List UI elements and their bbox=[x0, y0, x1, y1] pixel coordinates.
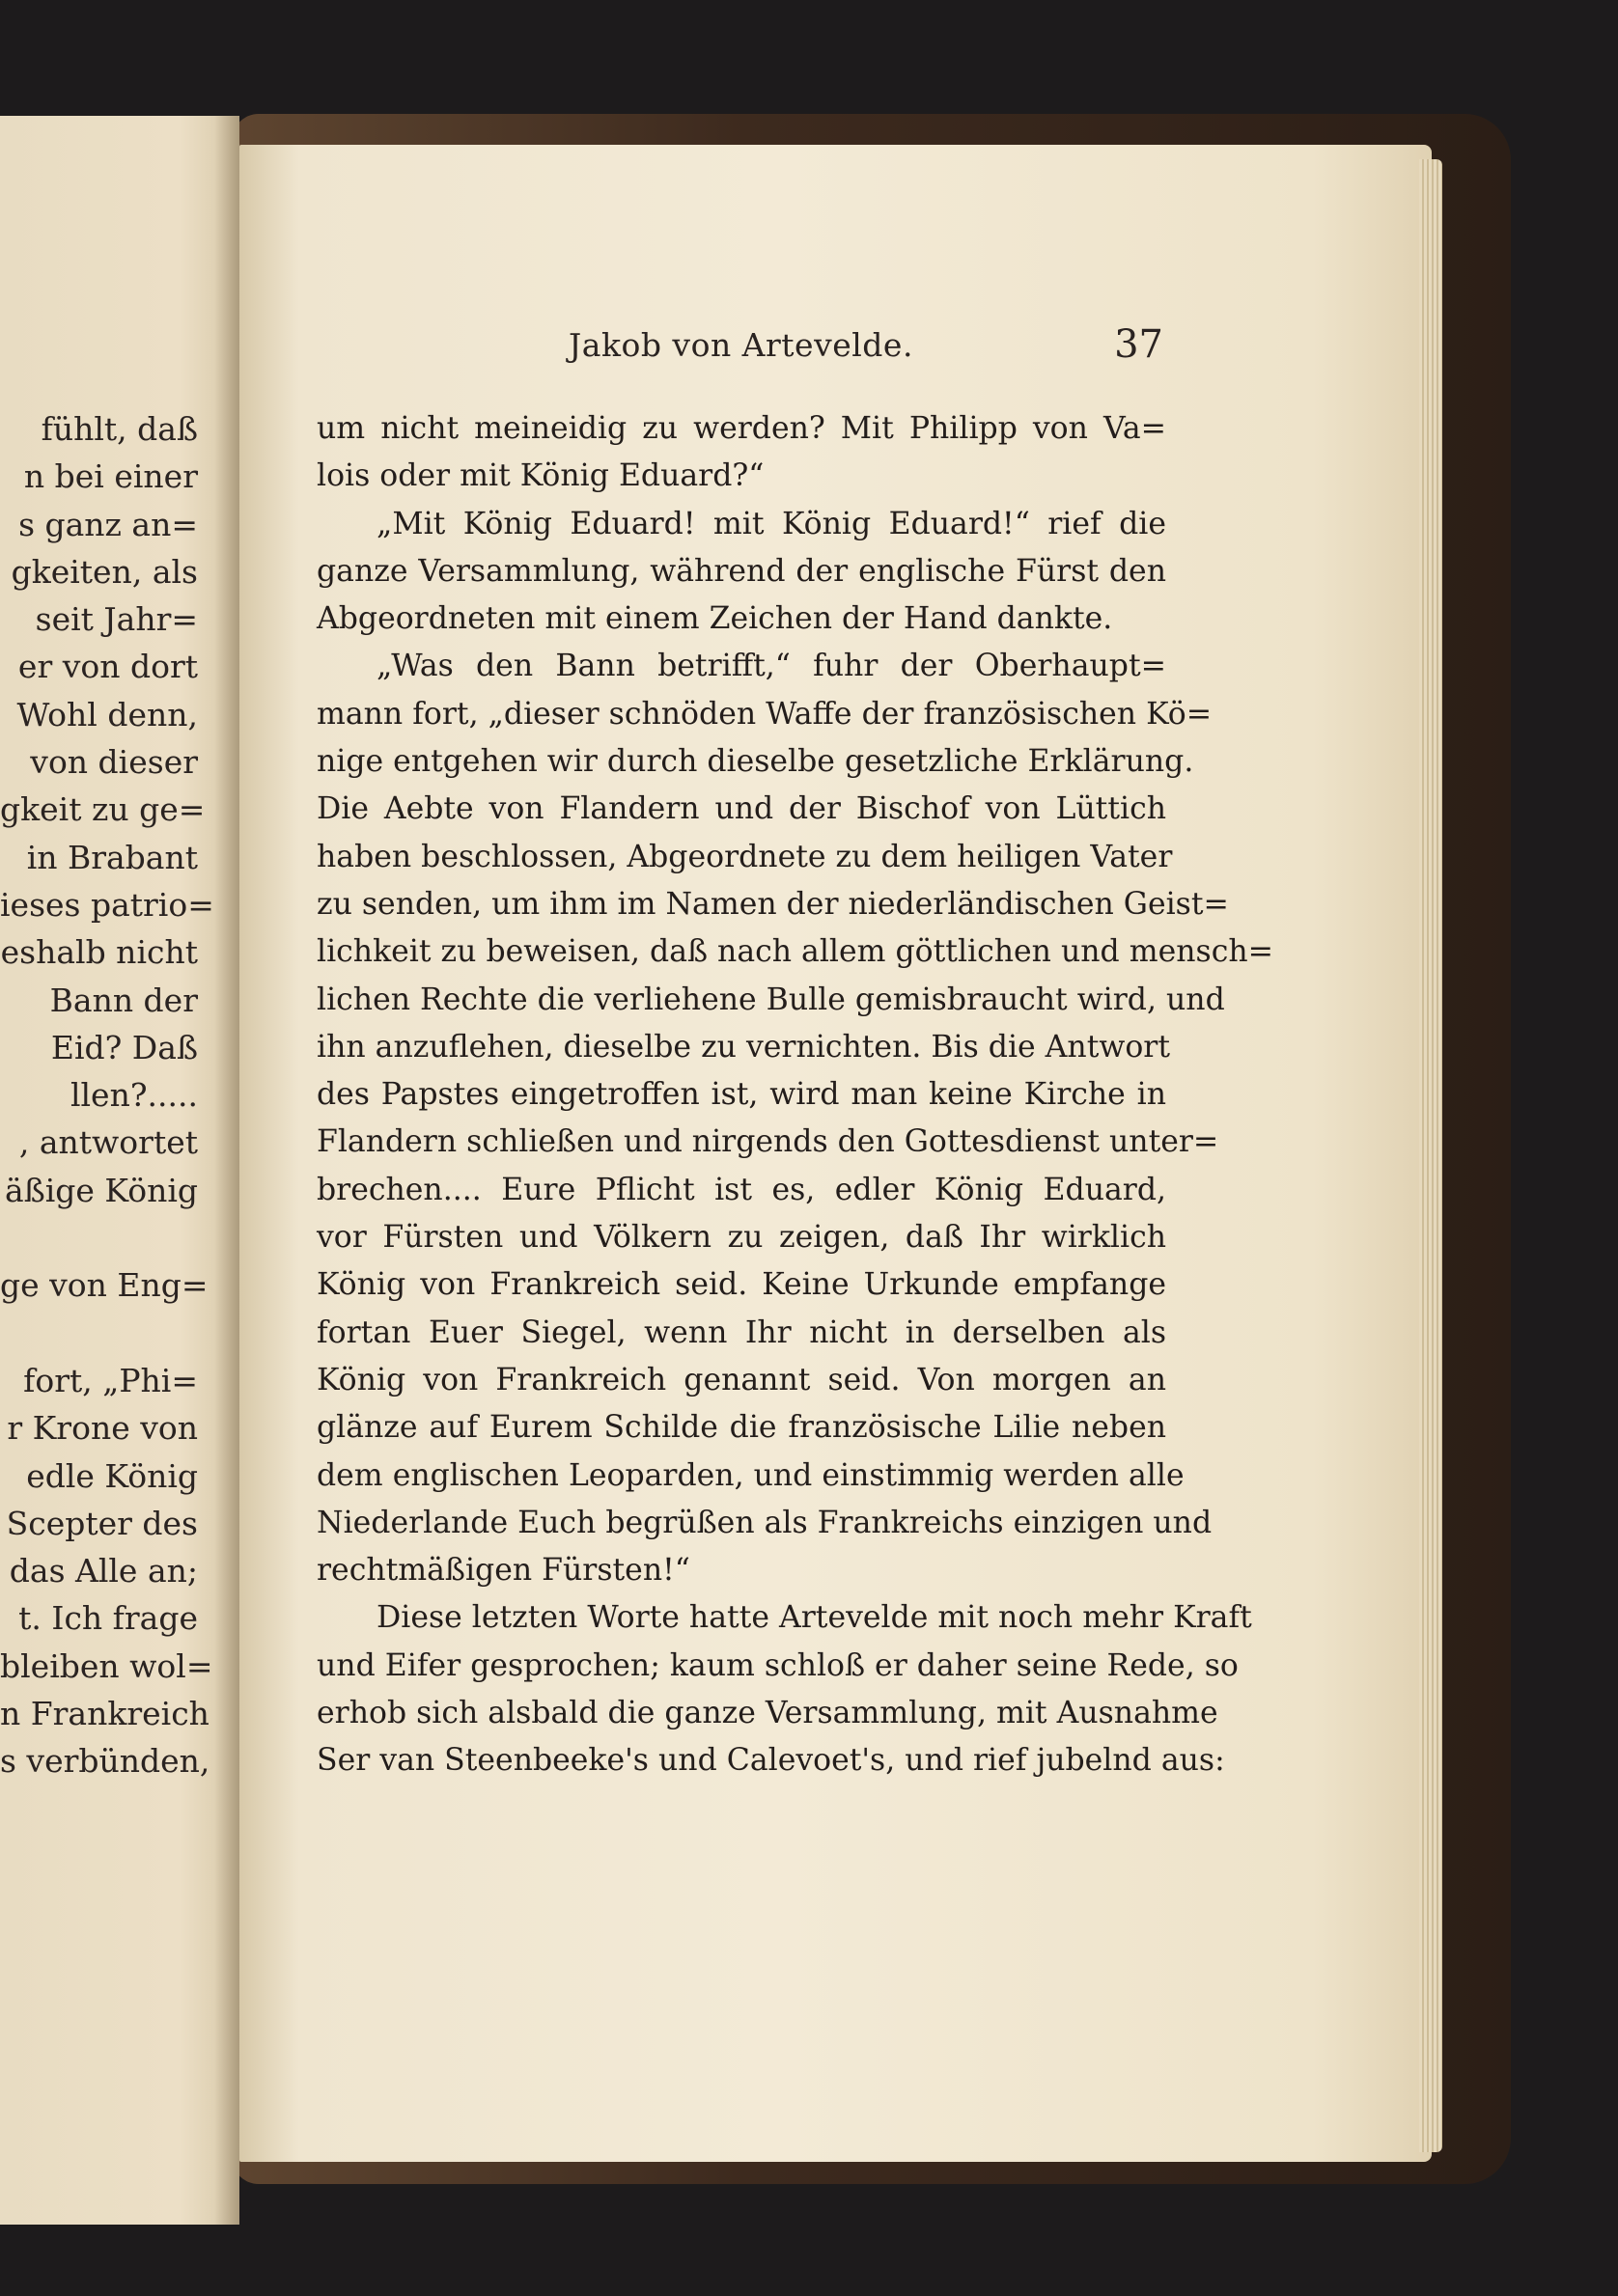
left-page-line: äßige König bbox=[5, 1171, 198, 1209]
paragraph bbox=[317, 501, 1166, 644]
left-page-line: ieses patrio= bbox=[0, 885, 214, 924]
paragraph bbox=[317, 405, 1166, 501]
text-line: fortan Euer Siegel, wenn Ihr nicht in derselben als bbox=[317, 1314, 1166, 1350]
left-page-line: llen?..... bbox=[70, 1076, 198, 1115]
text-line: König von Frankreich genannt seid. Von morgen an bbox=[317, 1362, 1166, 1397]
left-page-line: n Frankreich bbox=[0, 1695, 209, 1733]
text-line: Ser van Steenbeeke's und Calevoet's, und rief jubelnd aus: bbox=[317, 1743, 1225, 1779]
text-line: lichen Rechte die verliehene Bulle gemisbraucht wird, und bbox=[317, 982, 1225, 1017]
text-line: nige entgehen wir durch dieselbe gesetzliche Erklärung. bbox=[317, 744, 1194, 780]
left-page-line bbox=[0, 1214, 198, 1261]
left-page-line: Wohl denn, bbox=[16, 695, 198, 733]
text-line: lois oder mit König Eduard?“ bbox=[317, 458, 765, 494]
text-line: haben beschlossen, Abgeordnete zu dem heiligen Vater bbox=[317, 839, 1173, 874]
left-page-line: , antwortet bbox=[18, 1123, 198, 1162]
left-page-line: von dieser bbox=[30, 743, 198, 782]
left-page-line: t. Ich frage bbox=[18, 1599, 198, 1638]
text-line: Diese letzten Worte hatte Artevelde mit noch mehr Kraft bbox=[377, 1600, 1252, 1636]
text-line: Niederlande Euch begrüßen als Frankreichs einzigen und bbox=[317, 1505, 1213, 1540]
text-line: „Mit König Eduard! mit König Eduard!“ rief die bbox=[377, 506, 1166, 541]
text-line: ihn anzuflehen, dieselbe zu vernichten. Bis die Antwort bbox=[317, 1029, 1171, 1065]
running-title: Jakob von Artevelde. bbox=[569, 326, 913, 364]
left-page-line: s ganz an= bbox=[18, 505, 198, 543]
text-line: des Papstes eingetroffen ist, wird man keine Kirche in bbox=[317, 1077, 1166, 1113]
body-text bbox=[317, 405, 1274, 1785]
text-line: rechtmäßigen Fürsten!“ bbox=[317, 1553, 690, 1589]
text-line: brechen.... Eure Pflicht ist es, edler König Eduard, bbox=[317, 1172, 1166, 1207]
text-line: und Eifer gesprochen; kaum schloß er daher seine Rede, so bbox=[317, 1647, 1239, 1683]
text-line: um nicht meineidig zu werden? Mit Philipp von Va= bbox=[317, 411, 1166, 446]
text-line: vor Fürsten und Völkern zu zeigen, daß Ihr wirklich bbox=[317, 1220, 1166, 1256]
page-header bbox=[319, 322, 1163, 380]
left-page-line: Eid? Daß bbox=[50, 1028, 198, 1066]
left-page-line: das Alle an; bbox=[9, 1552, 198, 1591]
left-page-line bbox=[0, 1310, 198, 1357]
paragraph bbox=[317, 1594, 1252, 1784]
text-line: erhob sich alsbald die ganze Versammlung, mit Ausnahme bbox=[317, 1696, 1218, 1731]
left-page-line: Bann der bbox=[49, 981, 198, 1019]
left-page-line: r Krone von bbox=[7, 1409, 198, 1448]
text-line: König von Frankreich seid. Keine Urkunde empfange bbox=[317, 1267, 1166, 1303]
left-page-line: gkeiten, als bbox=[11, 552, 198, 591]
left-page-line: seit Jahr= bbox=[35, 600, 198, 639]
left-page-gutter bbox=[214, 116, 239, 2225]
left-page-line: er von dort bbox=[17, 648, 198, 686]
left-page-line: edle König bbox=[26, 1456, 198, 1495]
text-line: mann fort, „dieser schnöden Waffe der französischen Kö= bbox=[317, 696, 1213, 732]
left-page-line: n bei einer bbox=[23, 457, 198, 496]
text-line: Abgeordneten mit einem Zeichen der Hand dankte. bbox=[317, 601, 1113, 637]
left-page-line: fort, „Phi= bbox=[23, 1361, 198, 1399]
left-page-line: fühlt, daß bbox=[41, 410, 198, 448]
page-number: 37 bbox=[1114, 322, 1163, 367]
paragraph bbox=[317, 643, 1274, 1594]
text-line: ganze Versammlung, während der englische Fürst den bbox=[317, 553, 1166, 589]
left-page-line: ge von Eng= bbox=[0, 1266, 209, 1305]
text-line: zu senden, um ihm im Namen der niederländischen Geist= bbox=[317, 886, 1229, 922]
left-page-line: Scepter des bbox=[6, 1504, 198, 1542]
text-line: Flandern schließen und nirgends den Gottesdienst unter= bbox=[317, 1124, 1219, 1160]
left-page-line: in Brabant bbox=[26, 838, 198, 876]
left-page-line: eshalb nicht bbox=[0, 933, 198, 972]
text-line: „Was den Bann betrifft,“ fuhr der Oberhaupt= bbox=[377, 649, 1166, 684]
text-line: Die Aebte von Flandern und der Bischof von Lüttich bbox=[317, 791, 1166, 827]
text-line: lichkeit zu beweisen, daß nach allem göttlichen und mensch= bbox=[317, 934, 1274, 970]
page-edges bbox=[1419, 159, 1442, 2152]
text-line: glänze auf Eurem Schilde die französische Lilie neben bbox=[317, 1410, 1166, 1446]
left-page-line: s verbünden, bbox=[0, 1742, 210, 1781]
left-page-line: gkeit zu ge= bbox=[0, 790, 206, 829]
text-line: dem englischen Leoparden, und einstimmig werden alle bbox=[317, 1457, 1185, 1493]
left-page-text bbox=[0, 405, 214, 1785]
left-page-line: bleiben wol= bbox=[0, 1646, 213, 1685]
